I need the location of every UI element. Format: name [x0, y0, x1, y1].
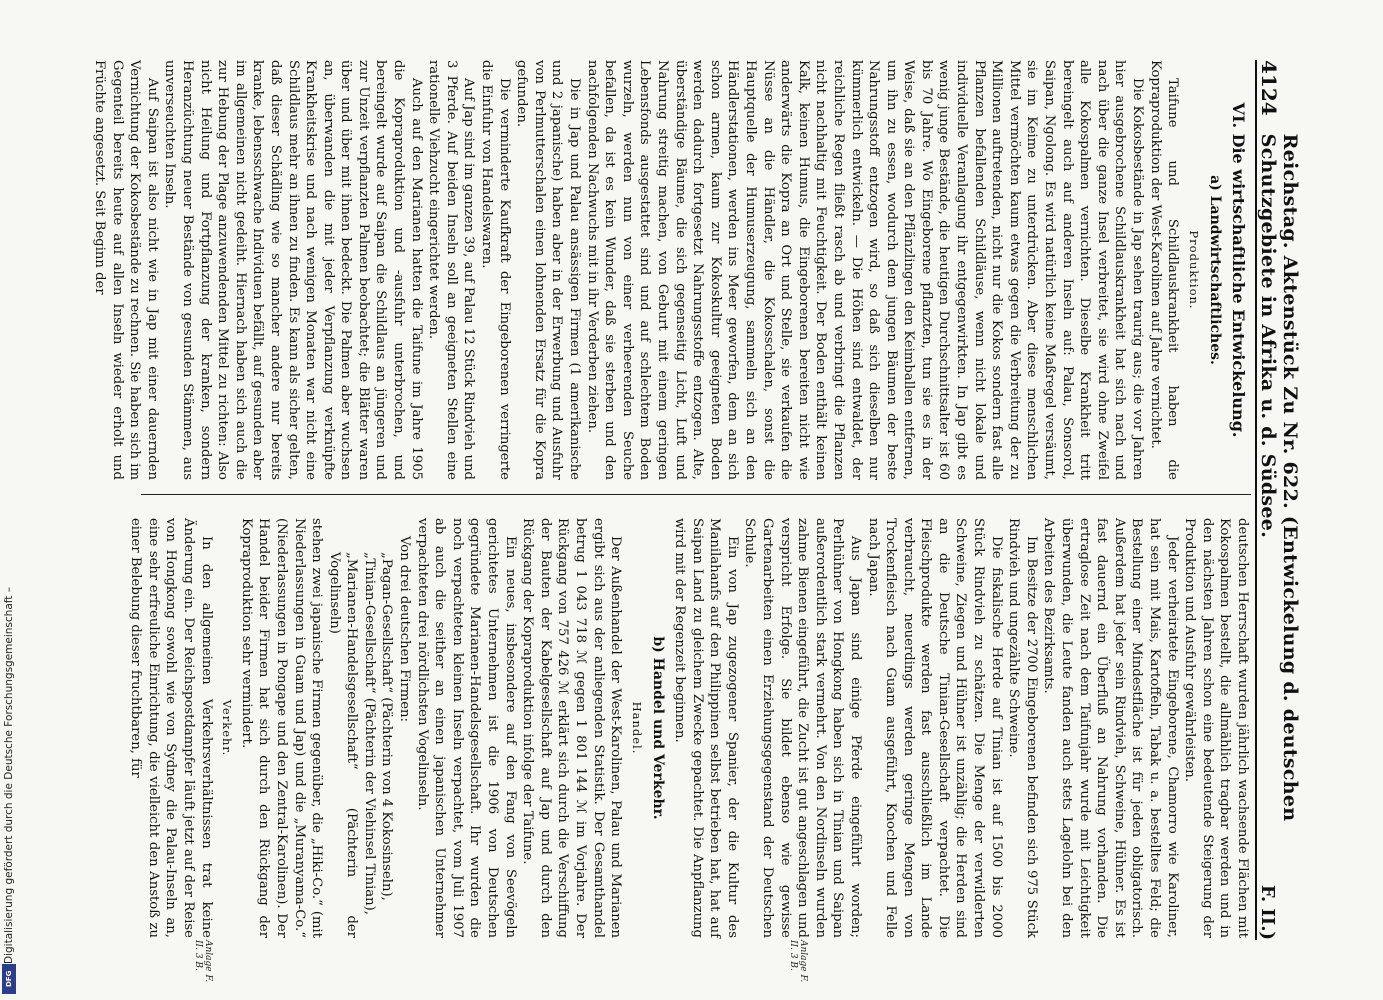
firm-entry: „Marianen-Handelsgesellschaft“ (Pächterin der Vogelinseln)	[326, 552, 360, 938]
small-heading-verkehr: Verkehr.	[220, 699, 235, 757]
paragraph: Auf Saipan ist also nicht wie in Jap mit einer dauernden Vernichtung der Kokosbestände zu rechnen. Sie haben sich im Gegenteil bereits heute auf allen Inseln wieder erholt und Früchte angesetzt. Seit Beginn der	[92, 60, 160, 480]
page-title: Reichstag. Aktenstück Zu Nr. 622. (Entwickelung d. deutschen Schutzgebiete in Afrika u. d. Südsee.	[1257, 133, 1301, 822]
paragraph: deutschen Herrschaft wurden jährlich wachsende Flächen mit Kokospalmen bestellt, die allmählich tragbar werden und in den nächsten Jahren schon eine bedeutende Steigerung der Produktion und Ausfuhr gewährleisten.	[1182, 518, 1250, 938]
volume-label: F. II.)	[1257, 884, 1278, 940]
paragraph: Die Kokosbestände in Jap sehen traurig aus; die vor Jahren hier ausgebrochene Schildlauskrankheit hat sich nach und nach über die ganze Insel verbreitet, sie wird ohne Zweifel alle Kokospalmen vernichten. Dieselbe Krankheit tritt bereingelt auch auf anderen Inseln auf: Palau, Sonsorol, Saipan, Ngolong. Es wird natürlich keine Maßregel versäumt, sie im Keime zu unterdrücken. Aber diese menschlichen Mittel vermöchten kaum etwas gegen die Verbreitung der zu Millionen auftretenden, nicht nur die Kokos sondern fast alle Pflanzen befallenden Schildläuse, wenn nicht lokale und individuelle Veranlagung ihr entgegenwirkten. In Jap gibt es wenig junge Bestände, die heutigen Durchschnittsalter ist 60 bis 70 Jahre. Wo Eingeborene pflanzten, tun sie es in der Weise, daß sie an den Pflänzlingen den Keimballen entfernen, um ihn zu essen, wodurch dem jungen Bäumen der beste Nahrungsstoff entzogen wird, so daß sich dieselben nur kümmerlich entwickeln. — Die Höhen sind entwaldet, der reichliche Regen fließt rasch ab und verbringt die Pflanzen nicht nachhaltig mit Feuchtigkeit. Der Boden enthält keinen Kalk, keinen Humus, die Eingeborenen bereiten nicht wie anderwärts die Kopra an Ort und Stelle, sie verkaufen die Nüsse an die Händler, die Kokosschalen, sonst die Hauptquelle der Humuserzeugung, sammeln sich an den Händlerstationen, werden ins Meer geworfen, dem an sich schon armen, kaum zur Kokoskultur geeigneten Boden werden dadurch fortgesetzt Nahrungsstoffe entzogen. Alte, überständige Bäume, die sich gegenseitig Licht, Luft und Nahrung streitig machen, von Geburt mit einem geringen Lebensfonds ausgestattet sind und auf schlechtem Boden wurzeln, werden nun von einer verheerenden Seuche befallen, da ist es kein Wunder, daß sie sterben und den nachfolgenden Nachwuchs mit in ihr Verderben ziehen.	[584, 60, 1146, 480]
page-number: 4124	[1257, 60, 1281, 116]
dfg-logo: DFG	[2, 964, 16, 994]
paragraph: Die verminderte Kaufkraft der Eingeborenen verringerte die Einfuhr von Handelswaren.	[479, 60, 512, 480]
left-column	[92, 60, 1251, 480]
margin-note: Anlage F. II. 3 B.	[193, 940, 213, 983]
paragraph: In den allgemeinen Verkehrsverhältnissen trat keine Änderung ein. Der Reichspostdampfer läuft jetzt auf der Reise von Hongkong sowohl wie von Sydney die Palau-Inseln an, eine sehr erfreuliche Einrichtung, die vielleicht den Anstoß zu einer Belebung dieser fruchtbaren, für	[128, 518, 214, 938]
column-divider	[141, 494, 1251, 495]
page-header	[1255, 60, 1301, 940]
paragraph: Die fiskalische Herde auf Tinian ist auf 1500 bis 2000 Stück Rindvieh zu schätzen. Die Menge der verwilderten Schweine, Ziegen und Hühner ist unzählig; die Herden sind an die Deutsche Tinian-Gesellschaft verpachtet. Die Fleischprodukte werden fast ausschließlich im Lande verbraucht, neuerdings werden geringe Mengen von Trockenfleisch nach Guam ausgeführt, Knochen und Felle nach Japan.	[865, 518, 1004, 938]
section-title: VI. Die wirtschaftliche Entwickelung.	[1229, 102, 1248, 438]
paragraph: Im Besitze der 2700 Eingeborenen befinden sich 975 Stück Rindvieh und ungezählte Schweine.	[1006, 518, 1039, 938]
credit-text: Digitalisierung gefördert durch die Deutsche Forschungsgemeinschaft –	[3, 587, 15, 964]
firm-entry: „Pagan-Gesellschaft“ (Pächterin von 4 Kokosinseln),	[379, 552, 395, 901]
paragraph: Ein neues, insbesondere auf den Fang von Seevögeln gerichtetes Unternehmen ist die 1906 von Deutschen gegründete Marianen-Handelsgesellschaft. Ihr wurden die noch verpachteten kleinen Inseln verpachtet, vom Juli 1907 ab auch die seither an einen japanischen Unternehmer verpachteten drei nördlichsten Vogelinseln.	[414, 518, 518, 938]
firm-entry: „Tinian-Gesellschaft“ (Pächterin der Viehinsel Tinian),	[361, 552, 377, 916]
paragraph: Der Außenhandel der West-Karolinen, Palau und Marianen ergibt sich aus der anliegenden Statistik. Der Gesamthandel betrug 1 043 718 ℳ gegen 1 801 144 ℳ im Vorjahre. Der Rückgang von 757 426 ℳ erklärt sich durch die Verschiffung der Bauten der Kabelgesellschaft auf Jap und durch den Rückgang der Kopraproduktion infolge der Taifune.	[520, 518, 624, 938]
paragraph: Aus Japan sind einige Pferde eingeführt worden; Perlhühner von Hongkong haben sich in Tinian und Saipan außerordentlich stark vermehrt. Von den Nordinseln wurden zahme Bienen eingeführt, die Zucht ist gut angeschlagen und verspricht Erfolge. Sie bildet ebenso wie gewisse Gartenarbeiten einen Erziehungsgegenstand der Deutschen Schule.	[742, 518, 863, 938]
paragraph: Auch auf den Marianen hatten die Taifune im Jahre 1905 die Kopraproduktion und -ausfuhr unterbrochen, und bereingelt wurde auf Saipan die Schildlaus an jüngeren und zur Unzeit verpflanzten Palmen beobachtet; die Blätter waren über und über mit ihnen bedeckt. Die Palmen aber wuchsen an, überwanden die mit jeder Verpflanzung verknüpfte Krankheitskrise und nach wenigen Monaten war nicht eine Schildlaus mehr an ihnen zu finden. Es kann als sicher gelten, daß dieser Schädling wie so mancher andere nur bereits kranke, lebensschwache Individuen befällt, auf gesunden aber im allgemeinen nicht gedeiht. Hiernach haben sich auch die zur Hebung der Plage anzuwendenden Mittel zu richten: Also nicht Heilung und Fortpflanzung der kranken, sondern Heranzüchtung neuer Bestände von gesunden Stämmen, aus unverseuchten Inseln.	[162, 60, 424, 480]
paragraph: Die in Jap und Palau ansässigen Firmen (1 amerikanische und 2 japanische) haben aber in der Erwerbung und Ausfuhr von Perlmutterschalen einen lohnenden Ersatz für die Kopra gefunden.	[514, 60, 583, 480]
paragraph: Auf Jap sind im ganzen 39, auf Palau 12 Stück Rindvieh und 3 Pferde. Auf beiden Inseln soll an geeigneten Stellen eine rationelle Viehzucht eingerichtet werden.	[426, 60, 477, 480]
right-column	[128, 518, 1251, 938]
paragraph: Jeder verheiratete Eingeborene, Chamorro wie Karoliner, hat sein mit Mais, Kartoffeln, Tabak u. a. bestelltes Feld; die Bestellung einer Mindestfläche ist für jeden obligatorisch. Außerdem hat jeder sein Rindvieh, Schweine, Hühner. Es ist fast dauernd ein Überfluß an Nahrung vorhanden. Die ertraglose Zeit nach dem Taifunjahr wurde mit Leichtigkeit überwunden, die Leute fanden auch stets Lagelohn bei den Arbeiten des Bezirksamts.	[1041, 518, 1180, 938]
paragraph: stehen zwei japanische Firmen gegenüber, die „Hiki-Co.“ (mit Niederlassungen in Guam und Jap) und die „Muranyama-Co.“ (Niederlassungen in Pongape und den Zentral-Karolinen). Der Handel beider Firmen hat sich durch den Rückgang der Kopraproduktion sehr vermindert.	[238, 518, 325, 938]
digitization-credit	[2, 587, 16, 990]
margin-note: Anlage F. II. 3 B.	[788, 940, 808, 983]
subsection-title: a) Landwirtschaftliches.	[1207, 175, 1224, 365]
paragraph: Ein von Jap zugezogener Spanier, der die Kultur des Manilahanfs auf den Philippinen selbst betrieben hat, hat auf Saipan Land zu gleichem Zwecke gepachtet. Die Anpflanzung wird mit der Regenzeit beginnen.	[672, 518, 740, 938]
paragraph: Von drei deutschen Firmen:	[397, 536, 413, 722]
small-heading: Produktion.	[1186, 230, 1201, 310]
section-handel-verkehr: b) Handel und Verkehr.	[650, 636, 667, 820]
small-heading-handel: Handel.	[629, 701, 644, 755]
paragraph: Taifune und Schildlauskrankheit haben die Kopraproduktion der West-Karolinen auf Jahre vernichtet.	[1147, 60, 1181, 480]
